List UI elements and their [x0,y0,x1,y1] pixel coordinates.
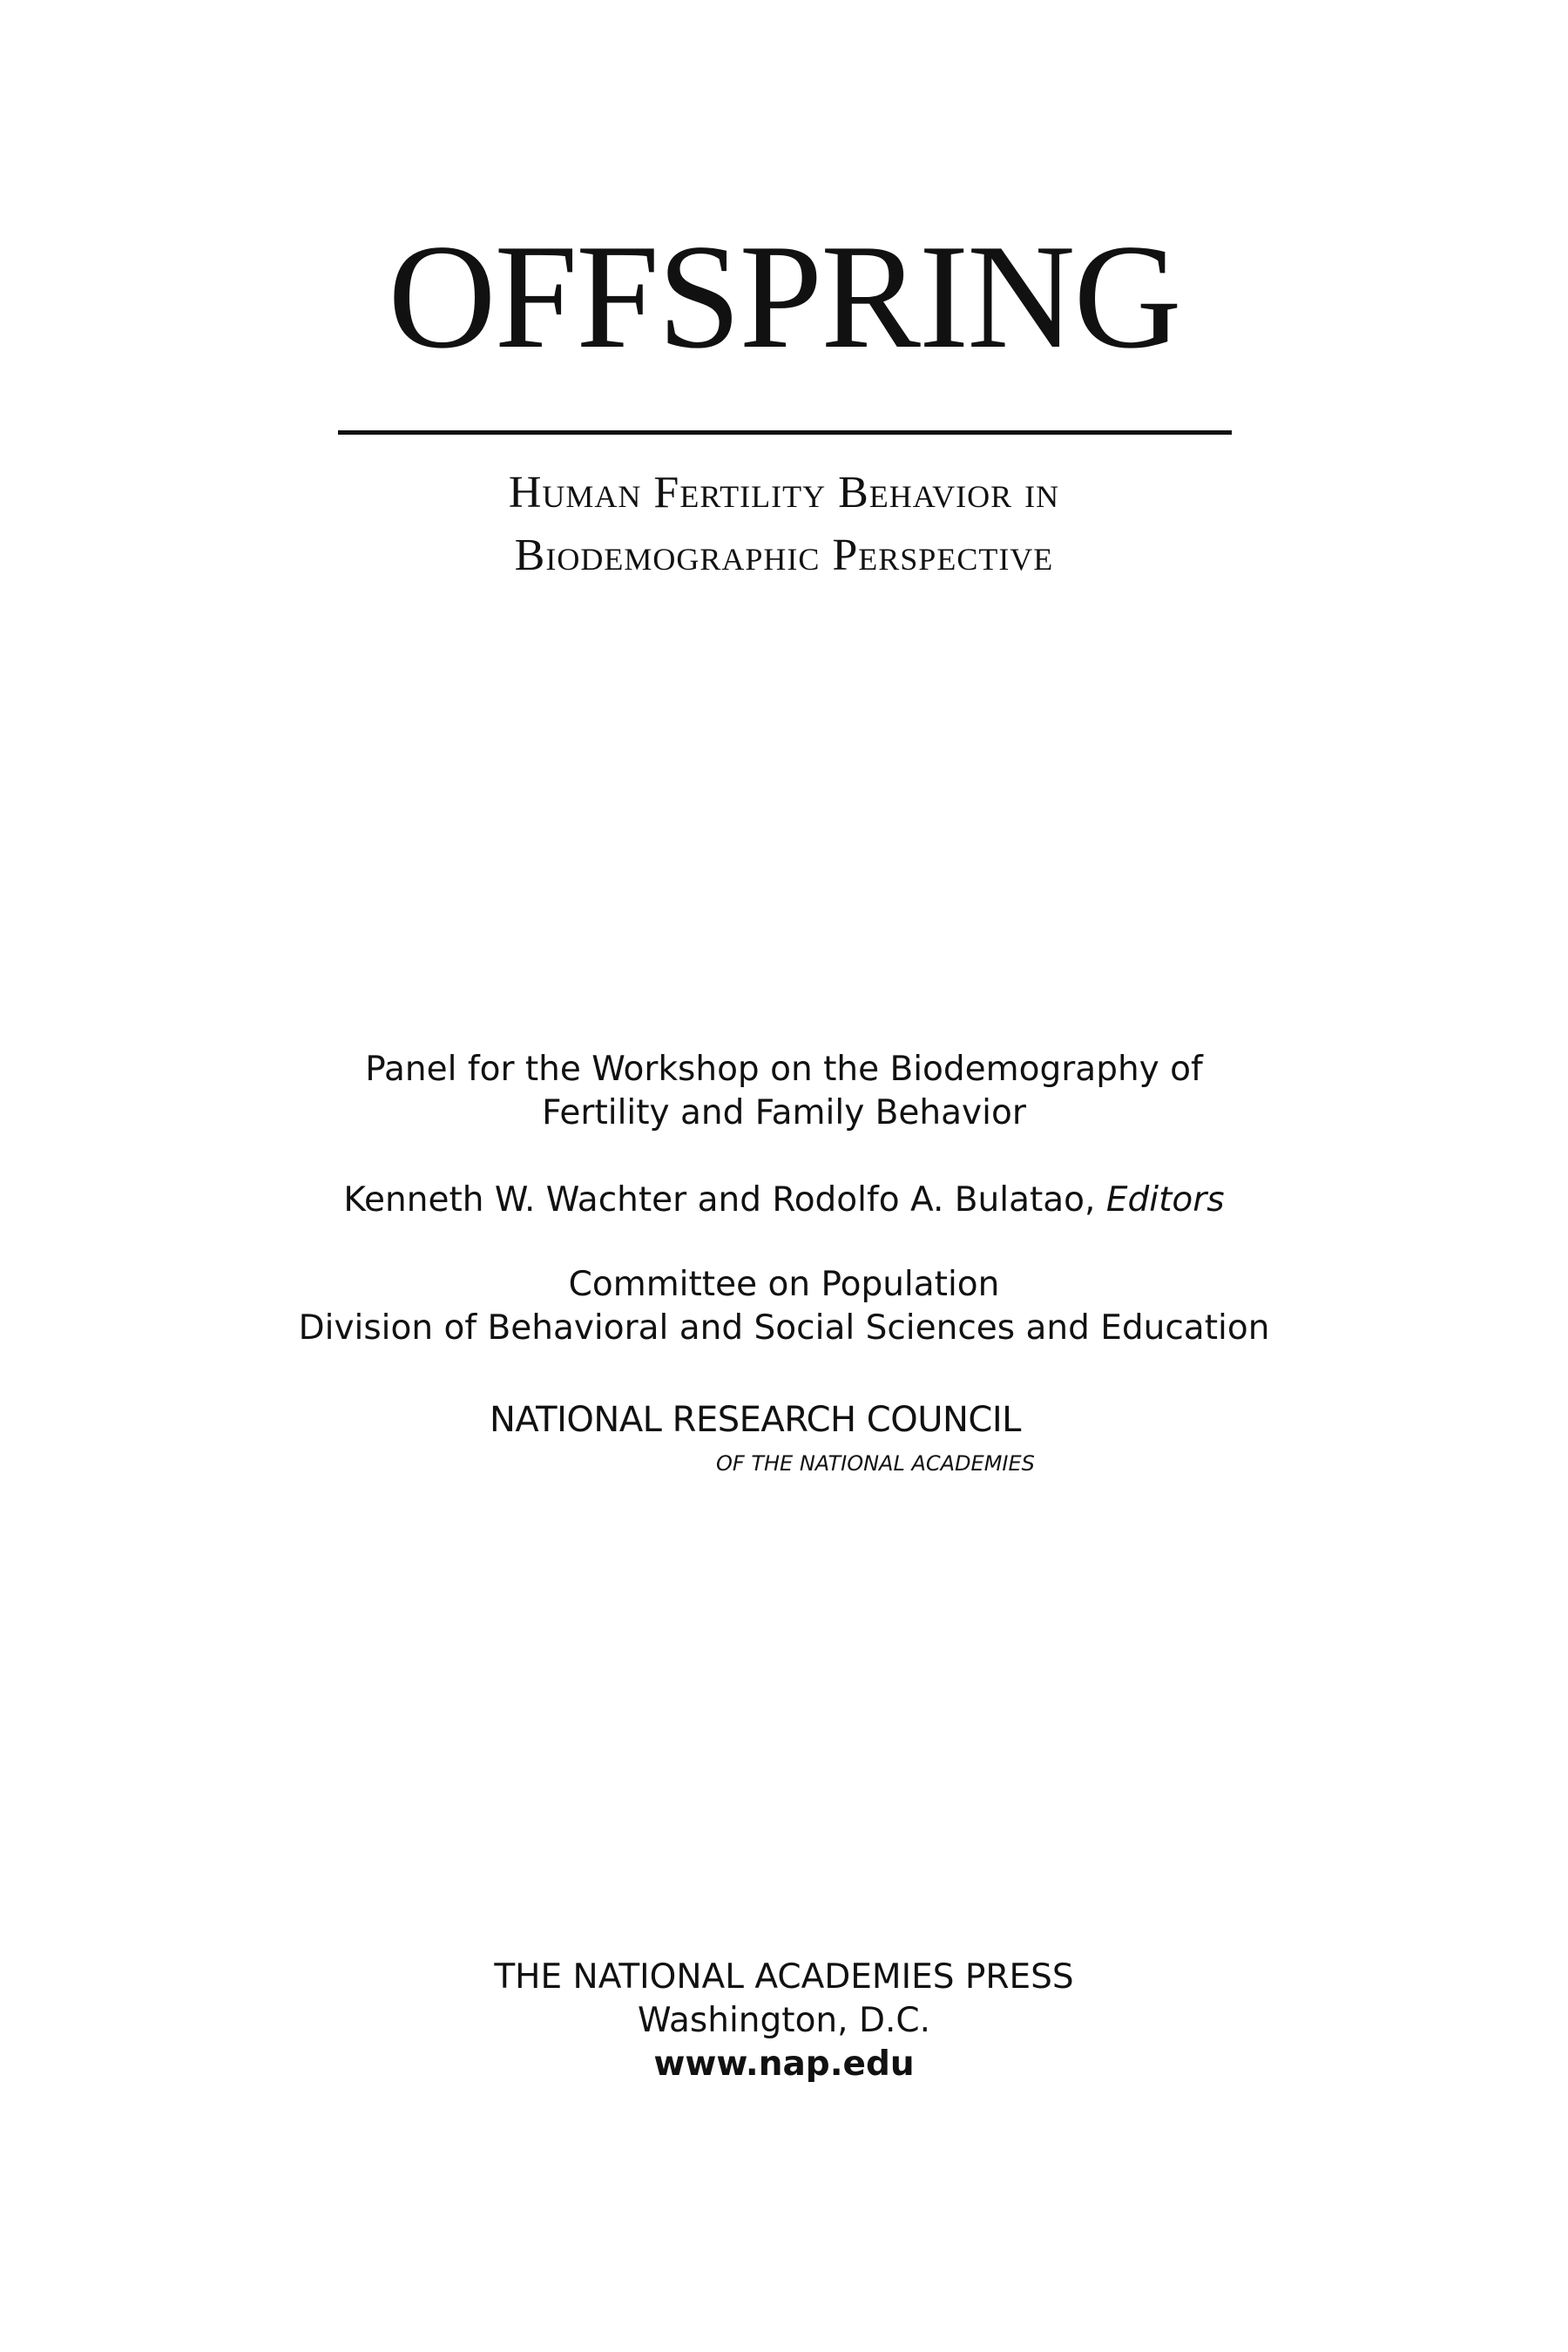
editors-names: Kenneth W. Wachter and Rodolfo A. Bulatao, [343,1180,1106,1220]
committee-line: Committee on Population [568,1265,1000,1304]
subtitle-line-2: Biodemographic Perspective [514,531,1054,580]
council-name: NATIONAL RESEARCH COUNCIL [490,1400,1021,1440]
publisher-url[interactable]: www.nap.edu [653,2044,915,2084]
editors-line [0,1180,1568,1220]
publisher-city: Washington, D.C. [637,2001,931,2040]
book-title: OFFSPRING [388,214,1180,380]
title-rule [338,430,1232,435]
editors-role: Editors [1105,1180,1225,1220]
subtitle-line-1: Human Fertility Behavior in [508,468,1060,517]
division-line: Division of Behavioral and Social Sciences and Education [298,1308,1270,1348]
panel-line-2: Fertility and Family Behavior [542,1093,1026,1132]
panel-line-1: Panel for the Workshop on the Biodemography of [365,1050,1203,1089]
council-subline: OF THE NATIONAL ACADEMIES [716,1451,1035,1476]
publisher-name: THE NATIONAL ACADEMIES PRESS [494,1957,1074,1997]
